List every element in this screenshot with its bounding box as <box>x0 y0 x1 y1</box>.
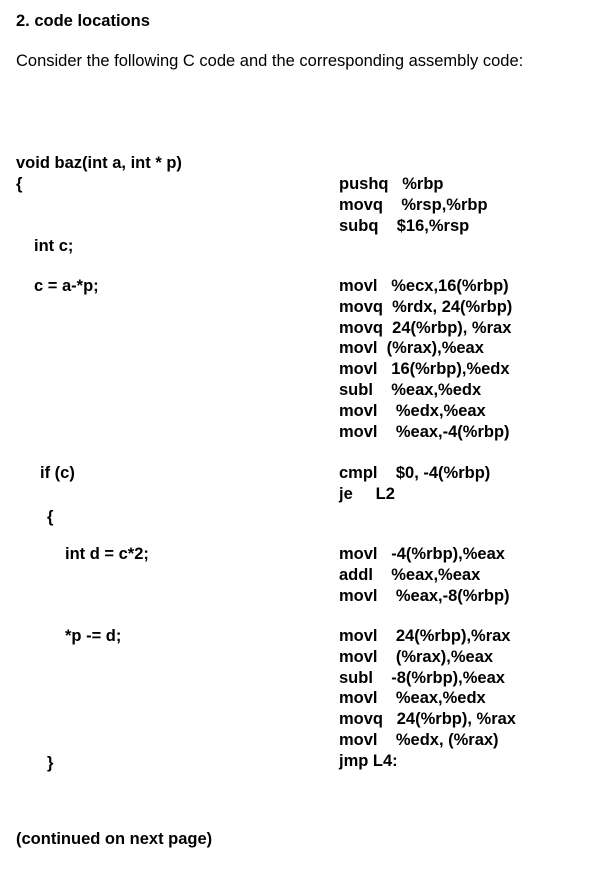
asm-line: subl -8(%rbp),%eax <box>339 668 505 687</box>
asm-int-d-block <box>339 544 510 606</box>
asm-line: subq $16,%rsp <box>339 216 470 235</box>
c-int-d-line: int d = c*2; <box>65 545 149 563</box>
asm-line: je L2 <box>339 484 395 503</box>
asm-line: movl %eax,%edx <box>339 689 486 708</box>
asm-line: addl %eax,%eax <box>339 565 481 584</box>
asm-prologue-block <box>339 174 488 236</box>
asm-line: movl (%rax),%eax <box>339 339 484 358</box>
asm-line: pushq %rbp <box>339 175 444 193</box>
asm-p-minus-block <box>339 626 516 772</box>
c-if-open-brace: { <box>47 508 54 526</box>
asm-line: movq %rdx, 24(%rbp) <box>339 297 513 316</box>
c-assignment: c = a-*p; <box>34 277 99 295</box>
asm-line: movl 16(%rbp),%edx <box>339 360 510 379</box>
asm-line: movq %rsp,%rbp <box>339 195 488 214</box>
asm-line: movl %eax,-8(%rbp) <box>339 586 510 605</box>
asm-line: jmp L4: <box>339 751 398 770</box>
asm-if-block <box>339 463 490 505</box>
asm-line: cmpl $0, -4(%rbp) <box>339 464 491 482</box>
continued-note: (continued on next page) <box>16 830 213 848</box>
c-if-close-brace: } <box>47 754 54 772</box>
asm-line: movl %edx, (%rax) <box>339 730 499 749</box>
c-p-minus-line: *p -= d; <box>65 627 122 645</box>
asm-line: movl -4(%rbp),%eax <box>339 545 505 563</box>
asm-line: movl 24(%rbp),%rax <box>339 627 511 645</box>
c-if-statement: if (c) <box>40 464 75 482</box>
c-open-brace: { <box>16 175 23 193</box>
asm-line: movq 24(%rbp), %rax <box>339 710 516 729</box>
asm-line: movl %ecx,16(%rbp) <box>339 277 509 295</box>
asm-line: movl %eax,-4(%rbp) <box>339 422 510 441</box>
c-function-signature: void baz(int a, int * p) <box>16 154 182 172</box>
intro-text: Consider the following C code and the corresponding assembly code: <box>16 52 524 70</box>
asm-line: movq 24(%rbp), %rax <box>339 318 512 337</box>
c-declaration: int c; <box>34 237 74 255</box>
asm-line: subl %eax,%edx <box>339 380 482 399</box>
asm-line: movl %edx,%eax <box>339 401 486 420</box>
asm-line: movl (%rax),%eax <box>339 647 494 666</box>
section-heading: 2. code locations <box>16 12 150 30</box>
asm-assign-block <box>339 276 512 442</box>
